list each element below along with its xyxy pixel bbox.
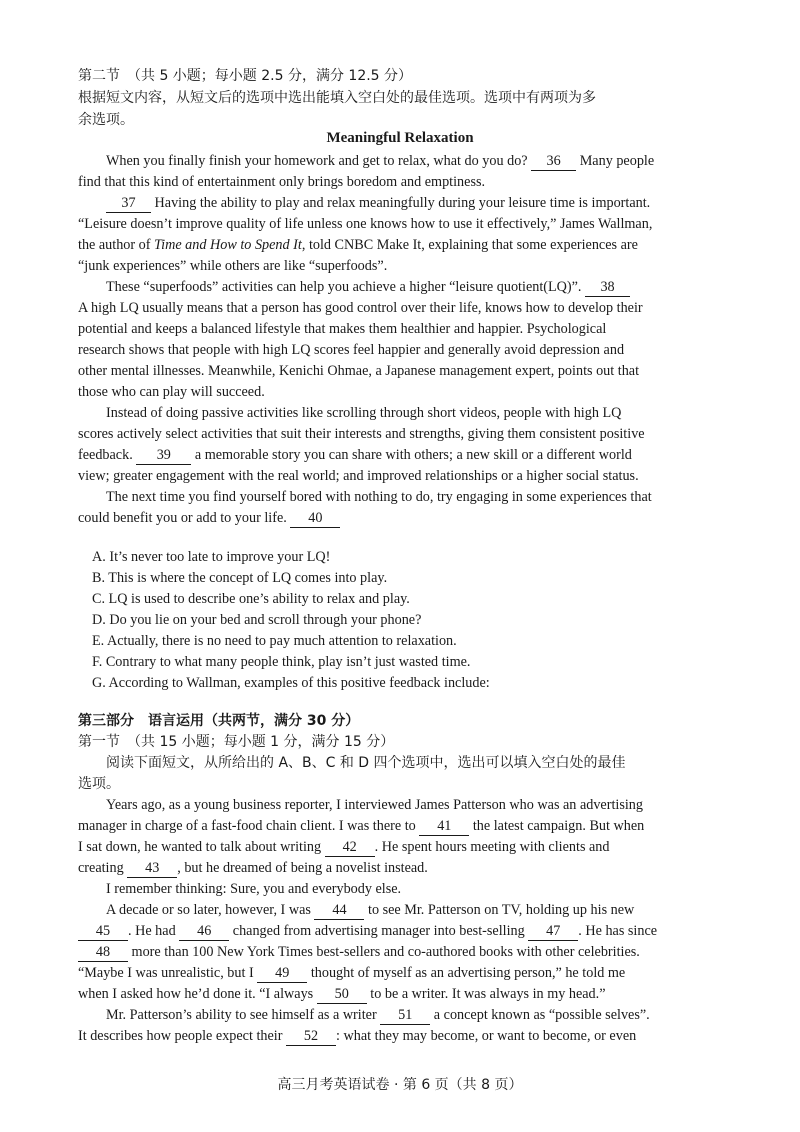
passage-line: research shows that people with high LQ scores feel happier and generally avoid depression and xyxy=(78,342,625,358)
section2-instruction-cont: 余选项。 xyxy=(78,112,134,128)
blank-50: 50 xyxy=(317,985,367,1004)
passage-line: 37 Having the ability to play and relax meaningfully during your leisure time is important. xyxy=(106,193,650,213)
blank-48: 48 xyxy=(78,943,128,962)
option-e: E. Actually, there is no need to pay much attention to relaxation. xyxy=(92,633,457,649)
blank-38: 38 xyxy=(585,278,630,297)
blank-43: 43 xyxy=(127,859,177,878)
option-d: D. Do you lie on your bed and scroll through your phone? xyxy=(92,612,422,628)
passage2-line: manager in charge of a fast-food chain client. I was there to 41 the latest campaign. But when xyxy=(78,818,645,834)
passage-line: When you finally finish your homework and get to relax, what do you do? 36 Many people xyxy=(106,153,655,169)
passage-title: Meaningful Relaxation xyxy=(326,130,474,146)
section2-instruction: 根据短文内容，从短文后的选项中选出能填入空白处的最佳选项。选项中有两项为多 xyxy=(78,90,596,106)
blank-37: 37 xyxy=(106,194,151,213)
passage-line: find that this kind of entertainment only brings boredom and emptiness. xyxy=(78,174,486,190)
passage2-line: creating 43 , but he dreamed of being a novelist instead. xyxy=(78,860,428,876)
passage-line: These “superfoods” activities can help you achieve a higher “leisure quotient(LQ)”. 38 xyxy=(106,277,630,297)
passage-line: the author of Time and How to Spend It, told CNBC Make It, explaining that some experiences are xyxy=(78,237,638,253)
passage2-line: A decade or so later, however, I was 44 to see Mr. Patterson on TV, holding up his new xyxy=(106,902,635,918)
passage-line: “junk experiences” while others are like “superfoods”. xyxy=(78,258,388,274)
part3-instruction-cont: 选项。 xyxy=(78,776,120,792)
option-g: G. According to Wallman, examples of this positive feedback include: xyxy=(92,675,490,691)
passage-line: those who can play will succeed. xyxy=(78,384,265,400)
blank-40: 40 xyxy=(290,509,340,528)
passage2-line: 48 more than 100 New York Times best-sellers and co-authored books with other celebrities. xyxy=(78,942,640,962)
passage-line: could benefit you or add to your life. 40 xyxy=(78,508,340,528)
part3-section1-heading: 第一节 （共 15 小题；每小题 1 分，满分 15 分） xyxy=(78,734,395,750)
blank-51: 51 xyxy=(380,1006,430,1025)
blank-47: 47 xyxy=(528,922,578,941)
passage-line: “Leisure doesn’t improve quality of life unless one knows how to use it effectively,” James Wallman, xyxy=(78,216,653,232)
passage-line: feedback. 39 a memorable story you can share with others; a new skill or a different world xyxy=(78,447,632,463)
blank-41: 41 xyxy=(419,817,469,836)
blank-39: 39 xyxy=(136,446,191,465)
passage-line: potential and keeps a balanced lifestyle that makes them healthier and happier. Psychological xyxy=(78,321,607,337)
page-footer: 高三月考英语试卷 · 第 6 页（共 8 页） xyxy=(277,1077,523,1093)
blank-46: 46 xyxy=(179,922,229,941)
passage2-line: 45 . He had 46 changed from advertising manager into best-selling 47 . He has since xyxy=(78,921,657,941)
passage2-line: I sat down, he wanted to talk about writing 42 . He spent hours meeting with clients and xyxy=(78,839,610,855)
passage-line: scores actively select activities that suit their interests and strengths, giving them consistent positive xyxy=(78,426,645,442)
part3-heading: 第三部分 语言运用（共两节，满分 30 分） xyxy=(78,713,360,729)
option-c: C. LQ is used to describe one’s ability to relax and play. xyxy=(92,591,410,607)
passage-line: other mental illnesses. Meanwhile, Kenichi Ohmae, a Japanese management expert, points out that xyxy=(78,363,640,379)
blank-49: 49 xyxy=(257,964,307,983)
passage2-line: It describes how people expect their 52 : what they may become, or want to become, or even xyxy=(78,1028,637,1044)
blank-52: 52 xyxy=(286,1027,336,1046)
option-b: B. This is where the concept of LQ comes into play. xyxy=(92,570,388,586)
blank-44: 44 xyxy=(314,901,364,920)
blank-45: 45 xyxy=(78,922,128,941)
passage2-line: Years ago, as a young business reporter, I interviewed James Patterson who was an advertising xyxy=(106,797,643,813)
book-title: Time and How to Spend It xyxy=(154,237,302,253)
passage2-line: Mr. Patterson’s ability to see himself as a writer 51 a concept known as “possible selves”. xyxy=(106,1007,650,1023)
passage2-line: when I asked how he’d done it. “I always 50 to be a writer. It was always in my head.” xyxy=(78,986,606,1002)
option-a: A. It’s never too late to improve your LQ! xyxy=(92,549,331,565)
option-f: F. Contrary to what many people think, play isn’t just wasted time. xyxy=(92,654,471,670)
section2-heading: 第二节 （共 5 小题；每小题 2.5 分，满分 12.5 分） xyxy=(78,68,413,84)
passage2-line: I remember thinking: Sure, you and everybody else. xyxy=(106,881,402,897)
passage-line: view; greater engagement with the real world; and improved relationships or a higher social status. xyxy=(78,468,639,484)
passage-line: Instead of doing passive activities like scrolling through short videos, people with high LQ xyxy=(106,405,622,421)
passage2-line: “Maybe I was unrealistic, but I 49 thought of myself as an advertising person,” he told me xyxy=(78,965,626,981)
blank-36: 36 xyxy=(531,152,576,171)
passage-line: A high LQ usually means that a person has good control over their life, knows how to develop their xyxy=(78,300,643,316)
passage-line: The next time you find yourself bored with nothing to do, try engaging in some experiences that xyxy=(106,489,652,505)
blank-42: 42 xyxy=(325,838,375,857)
part3-instruction: 阅读下面短文，从所给出的 A、B、C 和 D 四个选项中，选出可以填入空白处的最佳 xyxy=(106,755,626,771)
